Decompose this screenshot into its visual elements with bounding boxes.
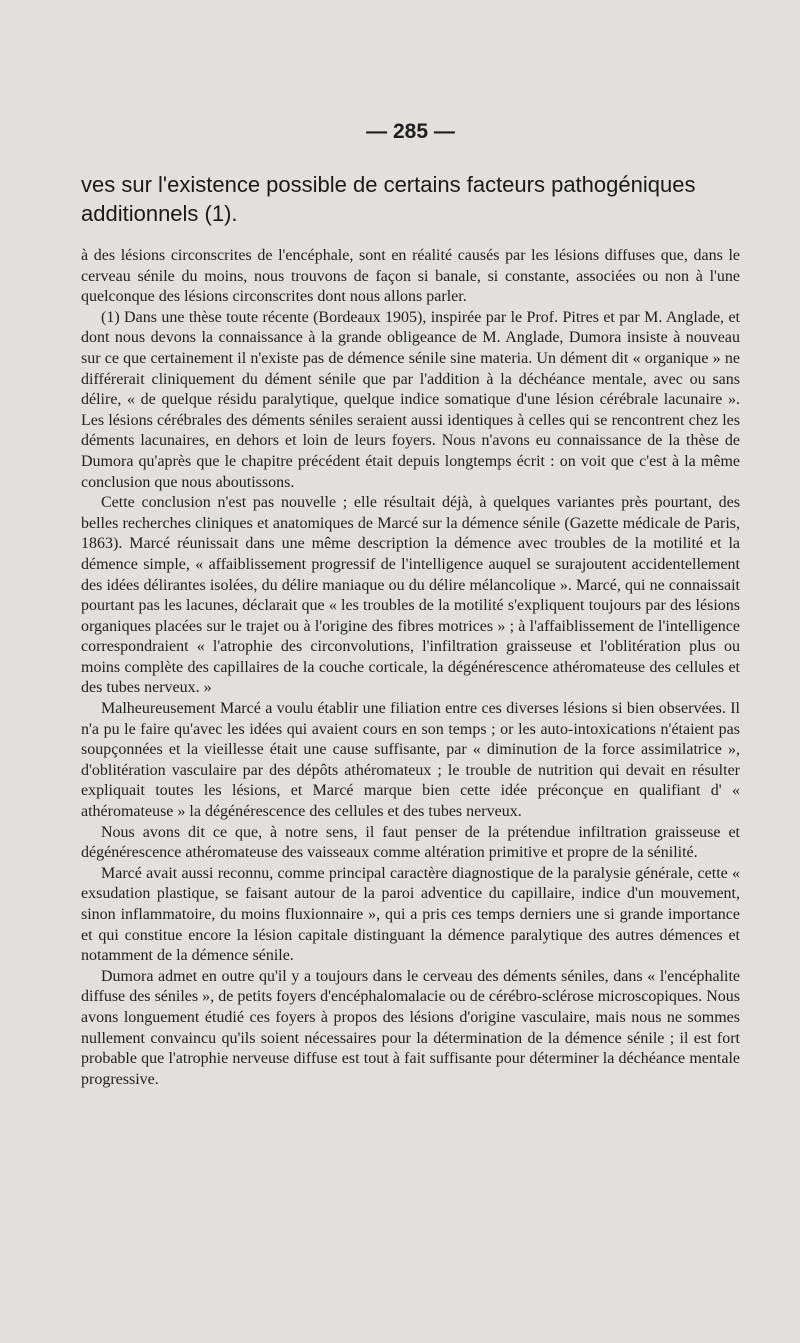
paragraph: Cette conclusion n'est pas nouvelle ; elle résultait déjà, à quelques variantes près pourtant, des belles recherches cliniques et anatomiques de Marcé sur la démence sénile (Gazette médicale de Paris, 1863). Marcé réunissait dans une même description la démence avec troubles de la motilité et la démence simple, « affaiblissement progressif de l'intelligence auquel se surajoutent accidentellement des idées délirantes isolées, du délire maniaque ou du délire mélancolique ». Marcé, qui ne connaissait pourtant pas les lacunes, déclarait que « les troubles de la motilité s'expliquent toujours par des lésions organiques placées sur le trajet ou à l'origine des fibres motrices » ; à l'affaiblissement de l'intelligence correspondraient « l'atrophie des circonvolutions, l'infiltration graisseuse et l'oblitération plus ou moins complète des capillaires de la couche corticale, la dégénérescence athéromateuse des cellules et des tubes nerveux. »: [81, 494, 740, 697]
page-number: — 285 —: [366, 120, 455, 143]
paragraph: Malheureusement Marcé a voulu établir une filiation entre ces diverses lésions si bien observées. Il n'a pu le faire qu'avec les idées qui avaient cours en son temps ; or les auto-intoxications n'étaient pas soupçonnées et la vieillesse était une cause suffisante, par « diminution de la force assimilatrice », d'oblitération vasculaire par des dépôts athéromateux ; le trouble de nutrition qui devait en résulter expliquait toutes les lésions, et Marcé marque bien cette idée préconçue en qualifiant d' « athéromateuse » la dégénérescence des cellules et des tubes nerveux.: [81, 700, 740, 821]
continuation-text: ves sur l'existence possible de certains facteurs pathogéniques additionnels (1).: [81, 172, 696, 226]
paragraph: Marcé avait aussi reconnu, comme principal caractère diagnostique de la paralysie générale, cette « exsudation plastique, se faisant autour de la paroi adventice du capillaire, indice d'un mouvement, sinon inflammatoire, du moins fluxionnaire », qui a pris ces temps derniers une si grande importance et qui constitue encore la lésion capitale distinguant la démence paralytique des autres démences et notamment de la démence sénile.: [81, 864, 740, 965]
paragraph: à des lésions circonscrites de l'encéphale, sont en réalité causés par les lésions diffuses que, dans le cerveau sénile du moins, nous trouvons de façon si banale, si constante, associées ou non à l'une quelconque des lésions circonscrites dont nous allons parler.: [81, 247, 740, 306]
footnote-block: [81, 246, 740, 1090]
paragraph: Nous avons dit ce que, à notre sens, il faut penser de la prétendue infiltration graisseuse et dégénérescence athéromateuse des vaisseaux comme altération primitive et propre de la sénilité.: [81, 823, 740, 862]
paragraph: (1) Dans une thèse toute récente (Bordeaux 1905), inspirée par le Prof. Pitres et par M. Anglade, et dont nous devons la connaissance à la grande obligeance de M. Anglade, Dumora insiste à nouveau sur ce que certainement il n'existe pas de démence sénile sine materia. Un dément dit « organique » ne différerait cliniquement du dément sénile que par l'addition à la déchéance mentale, avec ou sans délire, « de quelque résidu paralytique, quelque indice somatique d'une lésion cérébrale lacunaire ». Les lésions cérébrales des déments séniles seraient aussi identiques à celles qui se rencontrent chez les déments lacunaires, en dehors et loin de leurs foyers. Nous n'avons eu connaissance de la thèse de Dumora qu'après que le chapitre précédent était depuis longtemps écrit : on voit que c'est à la même conclusion que nous aboutissons.: [81, 308, 740, 491]
paragraph: Dumora admet en outre qu'il y a toujours dans le cerveau des déments séniles, dans « l'encéphalite diffuse des séniles », de petits foyers d'encéphalomalacie ou de cérébro-sclérose microscopiques. Nous avons longuement étudié ces foyers à propos des lésions d'origine vasculaire, mais nous ne sommes nullement convaincu qu'ils soient nécessaires pour la détermination de la démence sénile ; il est fort probable que l'atrophie nerveuse diffuse est tout à fait suffisante pour déterminer la déchéance mentale progressive.: [81, 967, 740, 1088]
